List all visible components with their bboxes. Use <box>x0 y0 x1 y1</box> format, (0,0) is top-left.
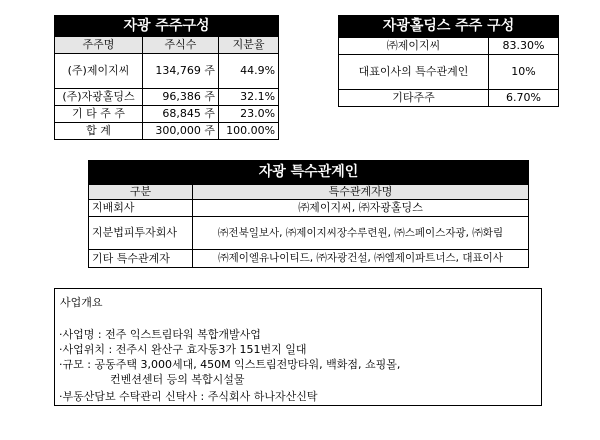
party-category: 지분법피투자회사 <box>89 217 193 250</box>
business-overview-title: 사업개요 <box>60 296 103 309</box>
shareholder-name: ㈜제이지씨 <box>339 38 489 55</box>
share-ratio: 23.0% <box>219 106 279 123</box>
table-row <box>89 250 529 268</box>
share-ratio: 6.70% <box>489 90 559 107</box>
party-names: ㈜제이지씨, ㈜자광홀딩스 <box>193 200 529 217</box>
party-category: 기타 특수관계자 <box>89 250 193 268</box>
party-names: ㈜제이엘유나이티드, ㈜자광건설, ㈜엠제이파트너스, 대표이사 <box>193 250 529 268</box>
share-ratio: 10% <box>489 55 559 90</box>
total-row <box>55 123 279 140</box>
party-category: 지배회사 <box>89 200 193 217</box>
overview-line-scale-continued: 컨벤션센터 등의 복합시설물 <box>110 373 245 386</box>
shareholder-name: 기타주주 <box>339 90 489 107</box>
table-row <box>55 106 279 123</box>
jakwang-shareholder-title: 자광 주주구성 <box>55 16 279 37</box>
col-header-ratio: 지분율 <box>219 37 279 54</box>
shareholder-name: (주)제이지씨 <box>55 54 143 89</box>
overview-line-location: ·사업위치 : 전주시 완산구 효자동3가 151번지 일대 <box>59 343 307 356</box>
col-header-shareholder: 주주명 <box>55 37 143 54</box>
table-row <box>339 55 559 90</box>
holdings-shareholder-table <box>338 15 559 107</box>
overview-line-trustee: ·부동산담보 수탁관리 신탁사 : 주식회사 하나자산신탁 <box>59 390 318 403</box>
shareholder-name: 대표이사의 특수관계인 <box>339 55 489 90</box>
share-count: 96,386 주 <box>143 89 219 106</box>
table-row <box>55 54 279 89</box>
table-row <box>55 89 279 106</box>
col-header-names: 특수관계자명 <box>193 185 529 200</box>
share-ratio: 32.1% <box>219 89 279 106</box>
total-shares: 300,000 주 <box>143 123 219 140</box>
table-row <box>89 200 529 217</box>
share-ratio: 83.30% <box>489 38 559 55</box>
related-parties-table <box>88 160 529 268</box>
share-ratio: 44.9% <box>219 54 279 89</box>
related-parties-title: 자광 특수관계인 <box>89 161 529 185</box>
holdings-shareholder-title: 자광홀딩스 주주 구성 <box>339 16 559 38</box>
table-row <box>89 217 529 250</box>
table-row <box>339 38 559 55</box>
total-ratio: 100.00% <box>219 123 279 140</box>
col-header-category: 구분 <box>89 185 193 200</box>
share-count: 68,845 주 <box>143 106 219 123</box>
shareholder-name: (주)자광홀딩스 <box>55 89 143 106</box>
table-row <box>339 90 559 107</box>
shareholder-name: 기 타 주 주 <box>55 106 143 123</box>
jakwang-shareholder-table <box>54 15 279 140</box>
col-header-shares: 주식수 <box>143 37 219 54</box>
share-count: 134,769 주 <box>143 54 219 89</box>
business-overview-box <box>54 288 542 406</box>
overview-line-scale: ·규모 : 공동주택 3,000세대, 450M 익스트림전망타워, 백화점, 쇼핑몰, <box>59 358 401 371</box>
party-names: ㈜전북일보사, ㈜제이지씨장수루련원, ㈜스페이스자광, ㈜화림 <box>193 217 529 250</box>
overview-line-project-name: ·사업명 : 전주 익스트림타워 복합개발사업 <box>59 328 261 341</box>
total-label: 합 계 <box>55 123 143 140</box>
